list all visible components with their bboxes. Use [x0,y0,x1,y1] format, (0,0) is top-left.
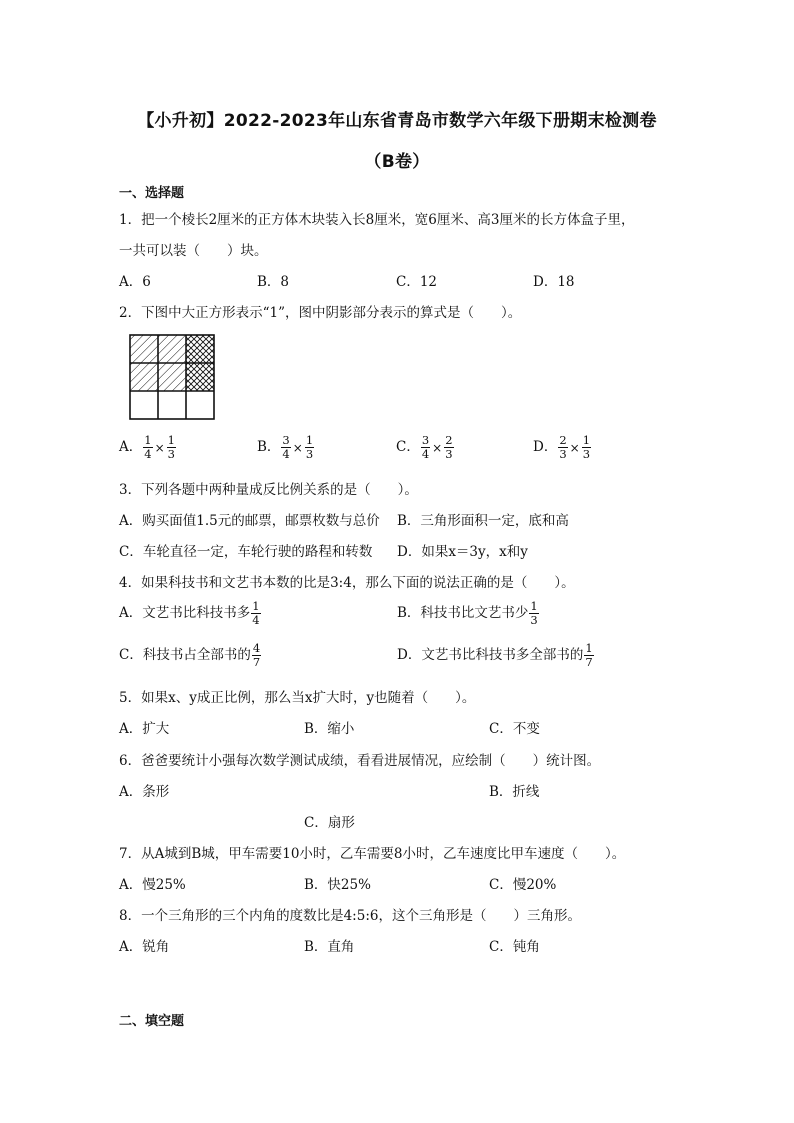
question-6-option-c: C．扇形 [304,815,355,831]
question-7-option-c: C．慢20% [489,877,557,893]
question-2-text: 2．下图中大正方形表示“1”，图中阴影部分表示的算式是（ ）。 [119,305,522,321]
question-1-text-cont: 一共可以装（ ）块。 [119,243,268,259]
question-7-text: 7．从A城到B城，甲车需要10小时，乙车需要8小时，乙车速度比甲车速度（ ）。 [119,846,626,862]
question-1-option-c: C．12 [396,274,438,290]
question-3-text: 3．下列各题中两种量成反比例关系的是（ ）。 [119,482,418,498]
question-2-option-b: B． $\frac{3}{4}$ × $\frac{1}{3}$ [257,433,314,461]
question-4-option-a: A．文艺书比科技书多 $\frac{1}{4}$ [119,599,260,627]
question-2-option-d: D． $\frac{2}{3}$ × $\frac{1}{3}$ [533,433,591,461]
page-subtitle: （B卷） [364,152,430,172]
question-1-text: 1．把一个棱长2厘米的正方体木块装入长8厘米，宽6厘米、高3厘米的长方体盒子里， [119,212,635,228]
question-6-text: 6．爸爸要统计小强每次数学测试成绩，看看进展情况，应绘制（ ）统计图。 [119,753,601,769]
question-4-option-b: B．科技书比文艺书少 $\frac{1}{3}$ [397,599,538,627]
question-5-option-c: C．不变 [489,721,540,737]
page-title: 【小升初】2022-2023年山东省青岛市数学六年级下册期末检测卷 [137,111,657,131]
question-7-option-a: A．慢25% [119,877,186,893]
question-5-option-b: B．缩小 [304,721,355,737]
question-4-option-c: C．科技书占全部书的 $\frac{4}{7}$ [119,641,261,669]
question-1-option-d: D．18 [533,274,575,290]
question-5-text: 5．如果x、y成正比例，那么当x扩大时，y也随着（ ）。 [119,690,476,706]
question-3-option-d: D．如果x＝3y，x和y [397,544,528,560]
question-2-option-c: C． $\frac{3}{4}$ × $\frac{2}{3}$ [396,433,453,461]
question-6-option-b: B．折线 [489,784,540,800]
question-4-text: 4．如果科技书和文艺书本数的比是3:4，那么下面的说法正确的是（ ）。 [119,575,575,591]
question-4-option-d: D．文艺书比科技书多全部书的 $\frac{1}{7}$ [397,641,593,669]
question-8-option-c: C．钝角 [489,939,540,955]
question-1-option-a: A．6 [119,274,151,290]
question-2-option-a: A． $\frac{1}{4}$ × $\frac{1}{3}$ [119,433,175,461]
section-heading-choice: 一、选择题 [119,186,185,201]
question-5-option-a: A．扩大 [119,721,170,737]
question-3-option-a: A．购买面值1.5元的邮票，邮票枚数与总价 [119,513,380,529]
question-3-option-b: B．三角形面积一定，底和高 [397,513,569,529]
question-3-option-c: C．车轮直径一定，车轮行驶的路程和转数 [119,544,373,560]
question-8-text: 8．一个三角形的三个内角的度数比是4:5:6，这个三角形是（ ）三角形。 [119,908,581,924]
question-7-option-b: B．快25% [304,877,371,893]
shaded-square-figure [128,333,216,421]
question-8-option-b: B．直角 [304,939,355,955]
section-heading-fill: 二、填空题 [119,1014,185,1029]
question-6-option-a: A．条形 [119,784,170,800]
question-1-option-b: B．8 [257,274,290,290]
question-8-option-a: A．锐角 [119,939,170,955]
